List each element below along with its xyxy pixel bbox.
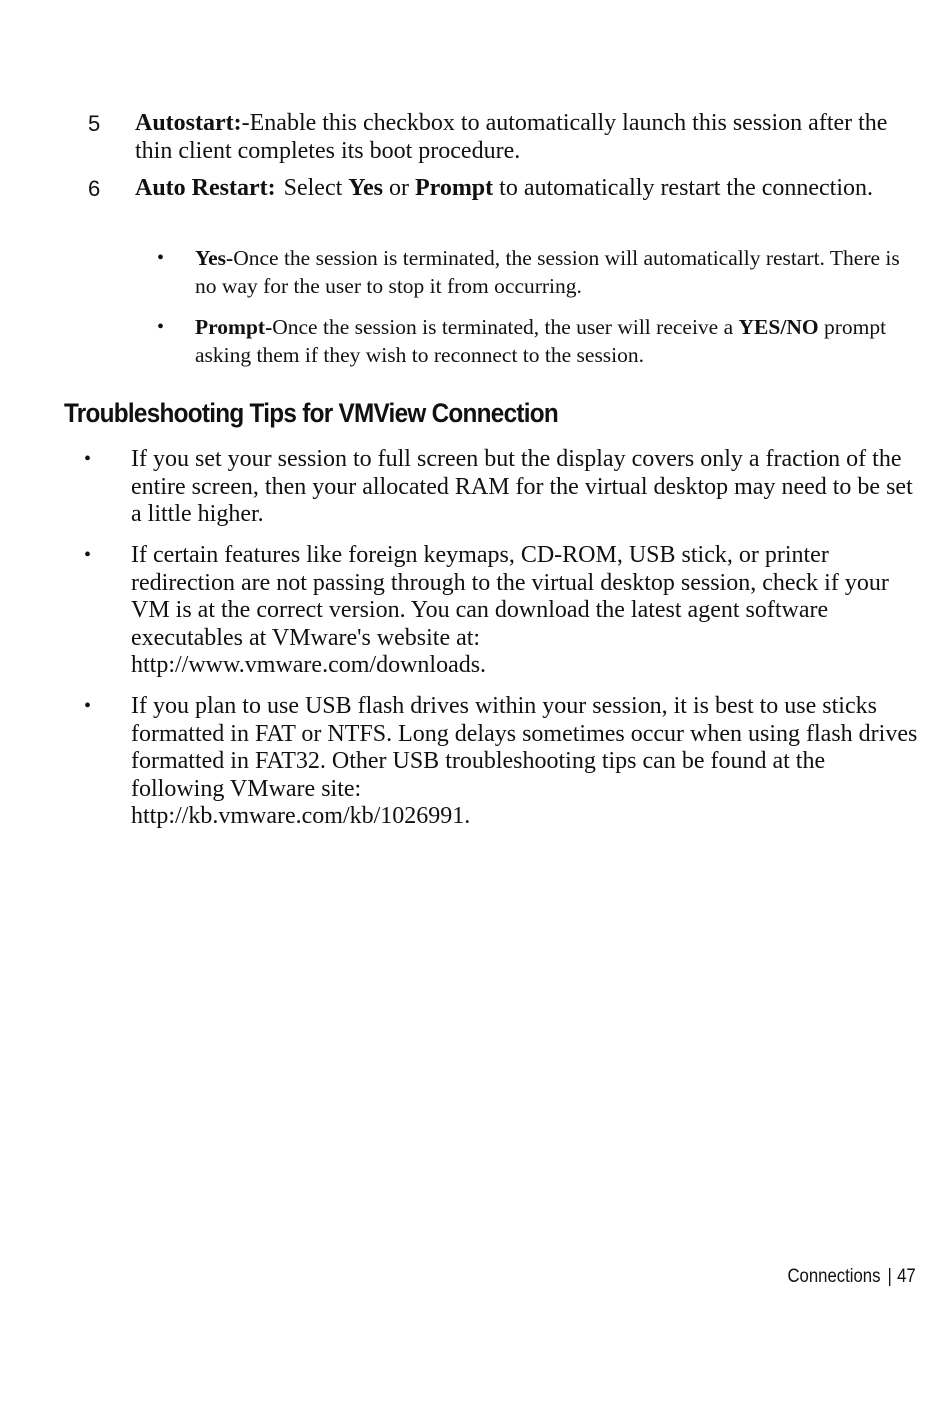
step-label: Auto Restart: [135, 175, 276, 201]
option-yes: Yes [348, 175, 383, 201]
tip-text: If you set your session to full screen but the display covers only a fraction of the entire screen, then your allocated RAM for the virtual desktop may need to be set a little higher. [131, 446, 913, 527]
bullet: • [157, 316, 165, 338]
option-label: Prompt- [195, 315, 273, 339]
step-label: Autostart: [135, 110, 242, 136]
option-prompt: Prompt [414, 175, 494, 201]
tip-text: If certain features like foreign keymaps, CD-ROM, USB stick, or printer redirection are not passing through to the virtual desktop session, check if your VM is at the correct version. You can download the latest agent software executables at VMware's website at: [131, 542, 889, 651]
tip-text-block [131, 542, 921, 680]
section-heading: Troubleshooting Tips for VMView Connection [64, 398, 559, 428]
step-number: 5 [88, 111, 101, 136]
tip-text-block [131, 693, 921, 831]
option-text: Prompt-Once the session is terminated, the user will receive a YES/NO prompt asking them if they wish to reconnect to the session. [195, 315, 887, 367]
tip-text: If you plan to use USB flash drives within your session, it is best to use sticks formatted in FAT or NTFS. Long delays sometimes occur when using flash drives formatted in FAT32. Other USB troubleshooting tips can be found at the following VMware site: [131, 693, 918, 802]
option-text: Yes-Once the session is terminated, the session will automatically restart. There is no way for the user to stop it from occurring. [195, 246, 900, 298]
page-number: 47 [897, 1266, 916, 1287]
yes-no-emphasis: YES/NO [738, 315, 819, 339]
option-label: Yes- [195, 246, 234, 270]
step-text: Auto Restart: Select Yes or Prompt to automatically restart the connection. [135, 175, 874, 201]
footer-section: Connections [787, 1266, 881, 1287]
page-footer [788, 1266, 916, 1288]
step-text [135, 110, 905, 165]
step-number: 6 [88, 176, 101, 201]
bullet: • [157, 247, 165, 269]
kb-link[interactable]: http://kb.vmware.com/kb/1026991. [131, 803, 471, 829]
downloads-link[interactable]: http://www.vmware.com/downloads. [131, 652, 487, 678]
step-description: -Enable this checkbox to automatically launch this session after the thin client completes its boot procedure. [135, 110, 888, 164]
bullet: • [84, 544, 92, 566]
footer-separator: | [887, 1266, 893, 1287]
bullet: • [84, 448, 92, 470]
bullet: • [84, 695, 92, 717]
